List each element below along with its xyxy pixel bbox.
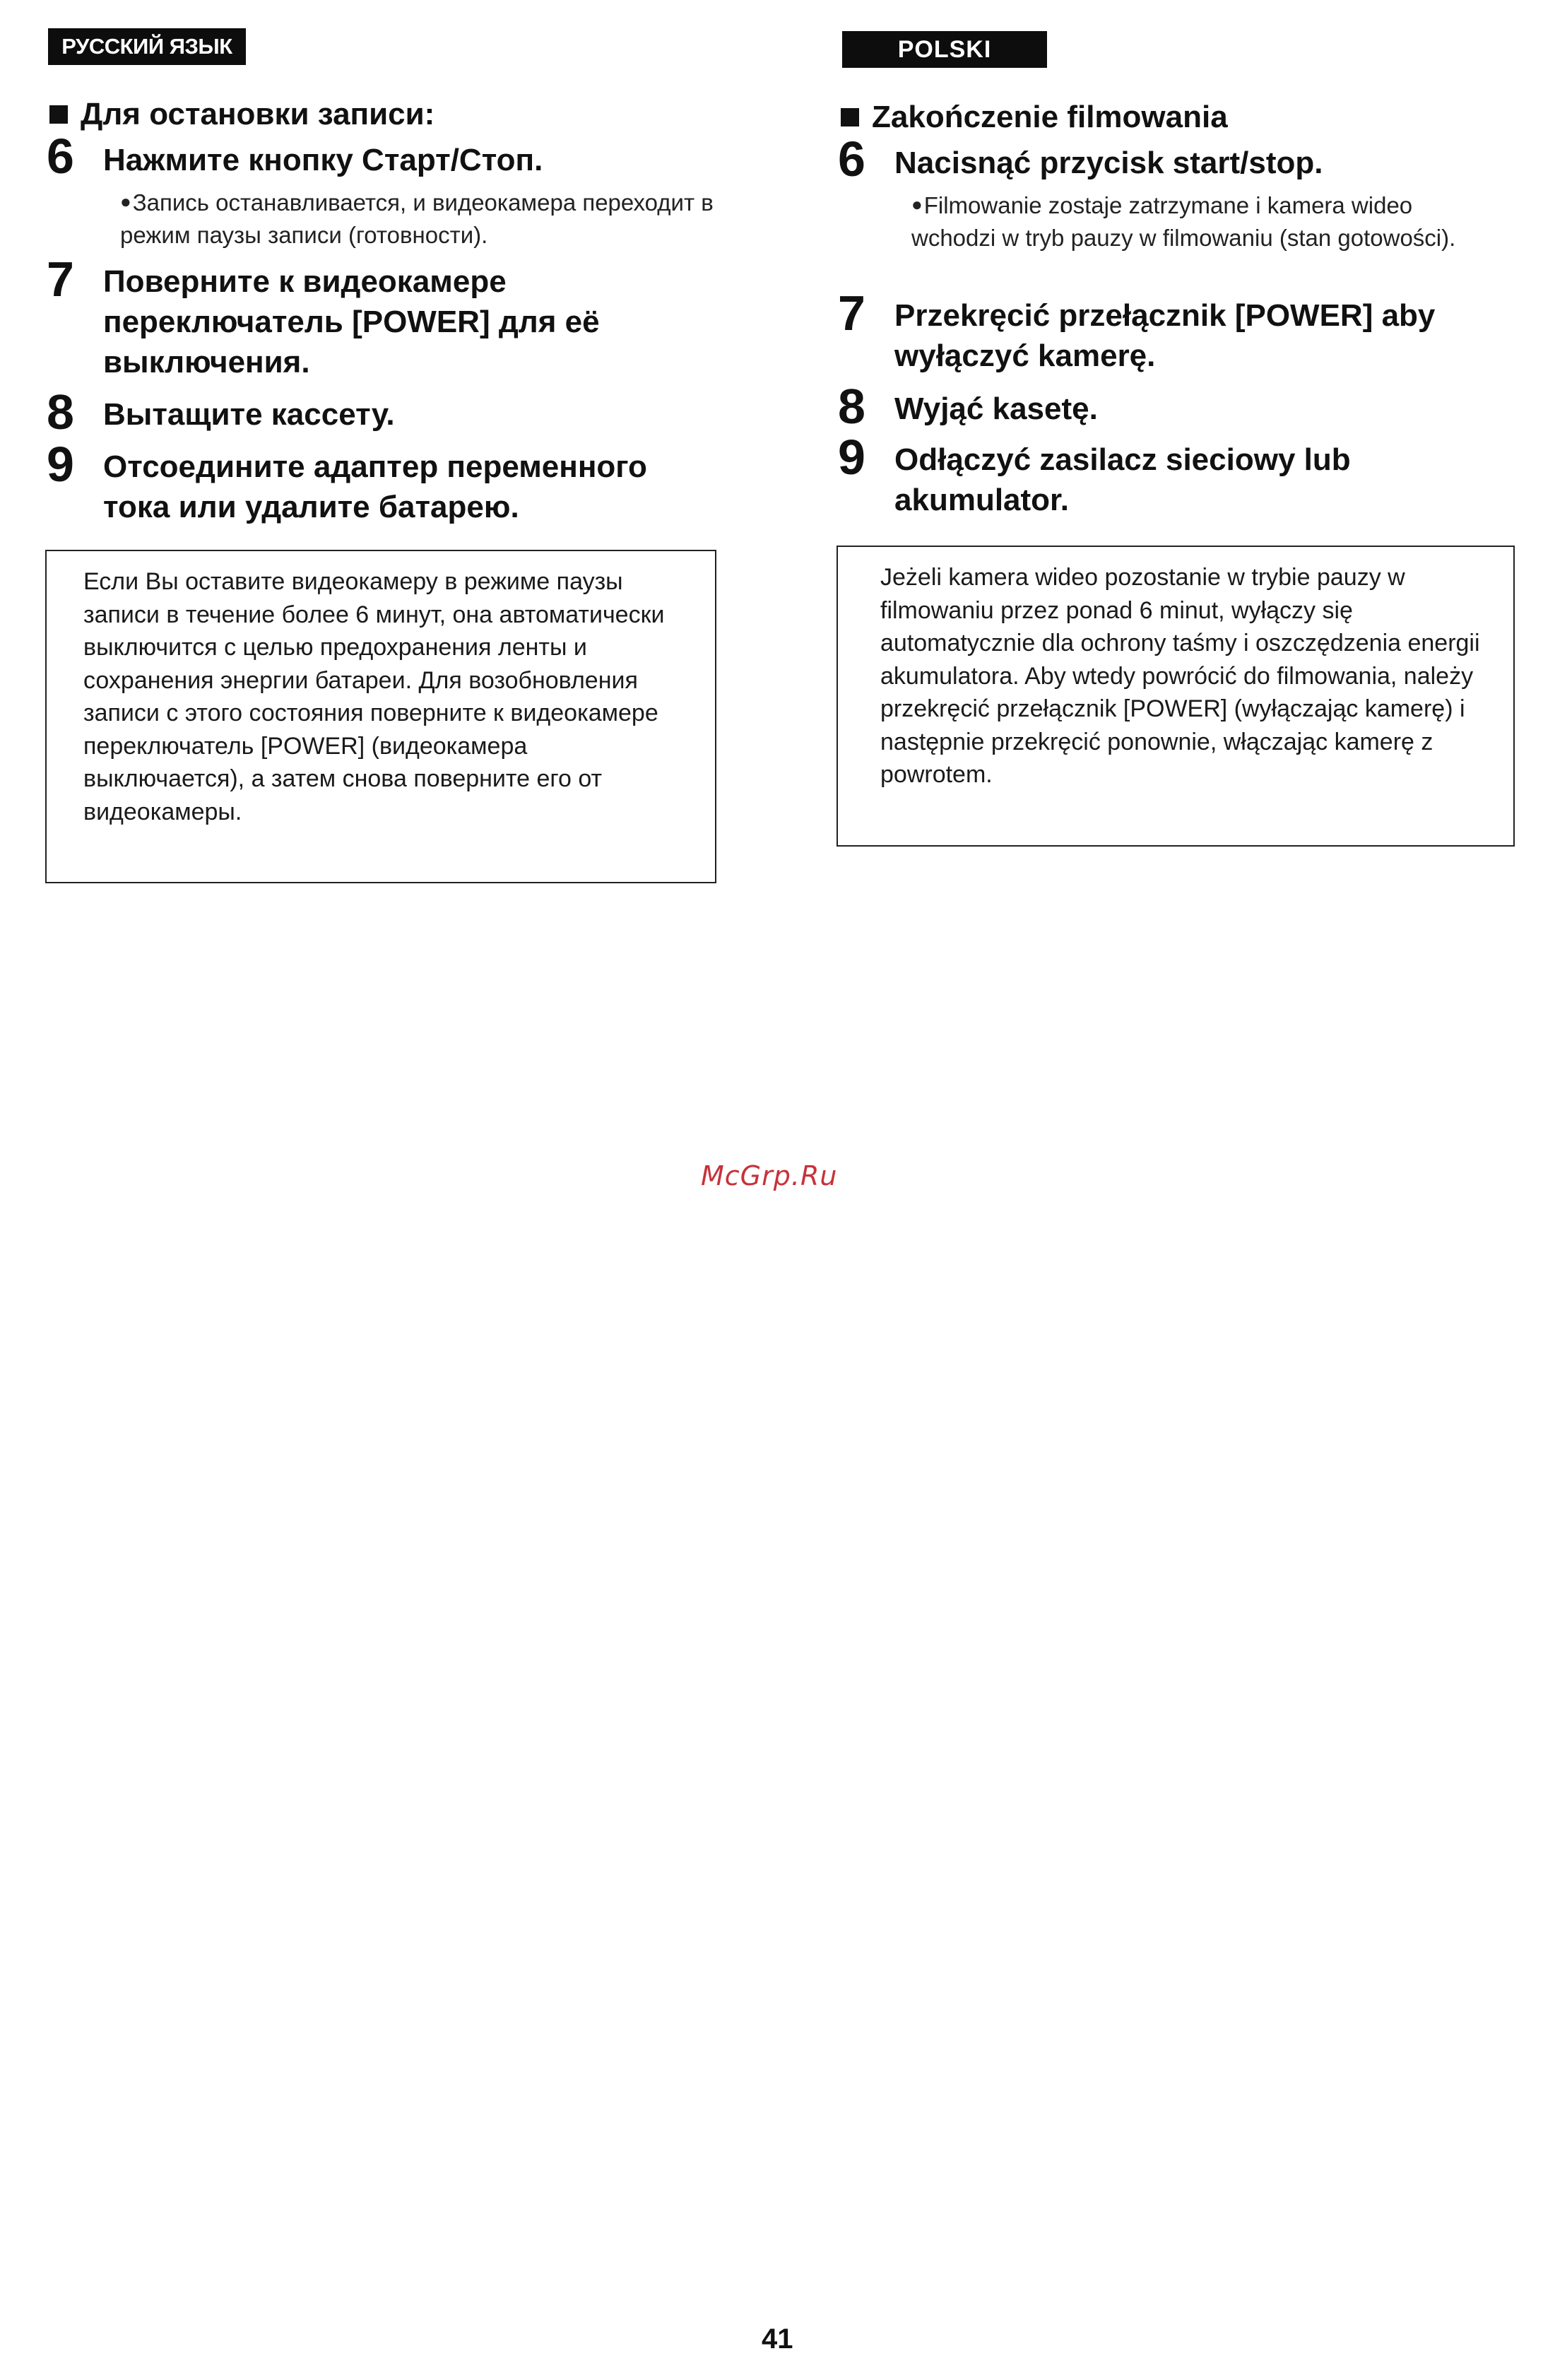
step-number: 7 — [47, 252, 74, 307]
section-title-text: Zakończenie filmowania — [872, 100, 1228, 134]
page-number: 41 — [762, 2323, 793, 2355]
square-bullet-icon — [49, 105, 68, 124]
section-title-text: Для остановки записи: — [81, 97, 435, 131]
step-text: Wyjąć kasetę. — [894, 391, 1098, 426]
bullet-dot-icon: ● — [911, 194, 923, 215]
language-tab-russian: РУССКИЙ ЯЗЫК — [48, 28, 246, 65]
step-number: 9 — [47, 437, 74, 492]
bullet-dot-icon: ● — [120, 191, 131, 212]
step-number: 8 — [838, 379, 865, 434]
step-text: Odłączyć zasilacz sieciowy lub akumulator. — [894, 442, 1351, 517]
step-number: 6 — [47, 129, 74, 184]
step-note: ●Запись останавливается, и видеокамера переходит в режим паузы записи (готовности). — [120, 189, 714, 248]
step-text: Поверните к видеокамере переключатель [POWER] для её выключения. — [103, 264, 600, 379]
step-text: Nacisnąć przycisk start/stop. — [894, 146, 1323, 180]
language-tab-polish: POLSKI — [842, 31, 1047, 68]
step-text: Przekręcić przełącznik [POWER] aby wyłączyć kamerę. — [894, 298, 1436, 373]
step-text: Нажмите кнопку Старт/Стоп. — [103, 143, 543, 177]
step-number: 8 — [47, 384, 74, 440]
step-text: Отсоедините адаптер переменного тока или удалите батарею. — [103, 449, 647, 524]
step-number: 9 — [838, 430, 865, 485]
section-title-russian — [49, 95, 434, 134]
auto-power-off-note-polish: Jeżeli kamera wideo pozostanie w trybie pauzy w filmowaniu przez ponad 6 minut, wyłączy się automatycznie dla ochrony taśmy i oszczędzenia energii akumulatora. Aby wtedy powrócić do filmowania, należy przekręcić przełącznik [POWER] (wyłączając kamerę) i następnie przekręcić ponownie, włączając kamerę z powrotem. — [836, 546, 1515, 847]
watermark: McGrp.Ru — [701, 1160, 838, 1191]
step-number: 7 — [838, 285, 865, 341]
step-number: 6 — [838, 131, 865, 187]
section-title-polish — [841, 98, 1228, 136]
square-bullet-icon — [841, 108, 859, 126]
step-note: ●Filmowanie zostaje zatrzymane i kamera wideo wchodzi w tryb pauzy w filmowaniu (stan gotowości). — [911, 192, 1456, 251]
auto-power-off-note-russian: Если Вы оставите видеокамеру в режиме паузы записи в течение более 6 минут, она автоматически выключится с целью предохранения ленты и сохранения энергии батареи. Для возобновления записи с этого состояния поверните к видеокамере переключатель [POWER] (видеокамера выключается), а затем снова поверните его от видеокамеры. — [45, 550, 716, 883]
step-text: Вытащите кассету. — [103, 397, 395, 432]
